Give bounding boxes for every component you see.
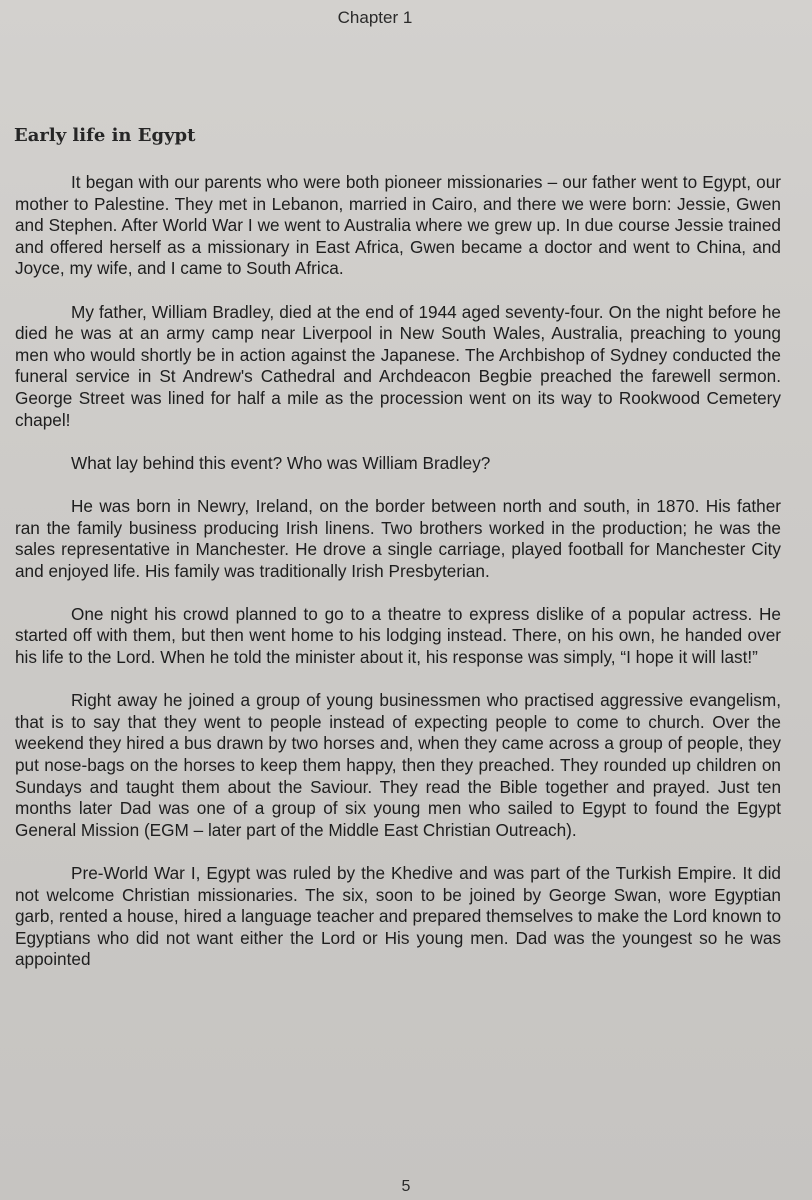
body-text <box>15 172 781 993</box>
paragraph-1: It began with our parents who were both pioneer missionaries – our father went to Egypt, our mother to Palestine. They met in Lebanon, married in Cairo, and there we were born: Jessie, Gwen and Stephen. After World War I we went to Australia where we grew up. In due course Jessie trained and offered herself as a missionary in East Africa, Gwen became a doctor and went to China, and Joyce, my wife, and I came to South Africa. <box>15 172 781 279</box>
paragraph-7: Pre-World War I, Egypt was ruled by the Khedive and was part of the Turkish Empire. It did not welcome Christian missionaries. The six, soon to be joined by George Swan, wore Egyptian garb, rented a house, hired a language teacher and prepared themselves to make the Lord known to Egyptians who did not want either the Lord or His young men. Dad was the youngest so he was appointed <box>15 863 781 970</box>
section-title: Early life in Egypt <box>14 125 196 146</box>
paragraph-2: My father, William Bradley, died at the end of 1944 aged seventy-four. On the night before he died he was at an army camp near Liverpool in New South Wales, Australia, preaching to young men who would shortly be in action against the Japanese. The Archbishop of Sydney conducted the funeral service in St Andrew's Cathedral and Archdeacon Begbie preached the farewell sermon. George Street was lined for half a mile as the procession went on its way to Rookwood Cemetery chapel! <box>15 301 781 430</box>
page-number: 5 <box>401 1178 411 1195</box>
chapter-header: Chapter 1 <box>337 8 413 27</box>
paragraph-6: Right away he joined a group of young businessmen who practised aggressive evangelism, that is to say that they went to people instead of expecting people to come to church. Over the weekend they hired a bus drawn by two horses and, when they came across a group of people, they put nose-bags on the horses to keep them happy, then they preached. They rounded up children on Sundays and taught them about the Saviour. They read the Bible together and prayed. Just ten months later Dad was one of a group of six young men who sailed to Egypt to found the Egypt General Mission (EGM – later part of the Middle East Christian Outreach). <box>15 690 781 840</box>
paragraph-5: One night his crowd planned to go to a theatre to express dislike of a popular actress. He started off with them, but then went home to his lodging instead. There, on his own, he handed over his life to the Lord. When he told the minister about it, his response was simply, “I hope it will last!” <box>15 603 781 668</box>
paragraph-4: He was born in Newry, Ireland, on the border between north and south, in 1870. His father ran the family business producing Irish linens. Two brothers worked in the production; he was the sales representative in Manchester. He drove a single carriage, played football for Manchester City and enjoyed life. His family was traditionally Irish Presbyterian. <box>15 495 781 581</box>
paragraph-3: What lay behind this event? Who was William Bradley? <box>71 452 491 473</box>
